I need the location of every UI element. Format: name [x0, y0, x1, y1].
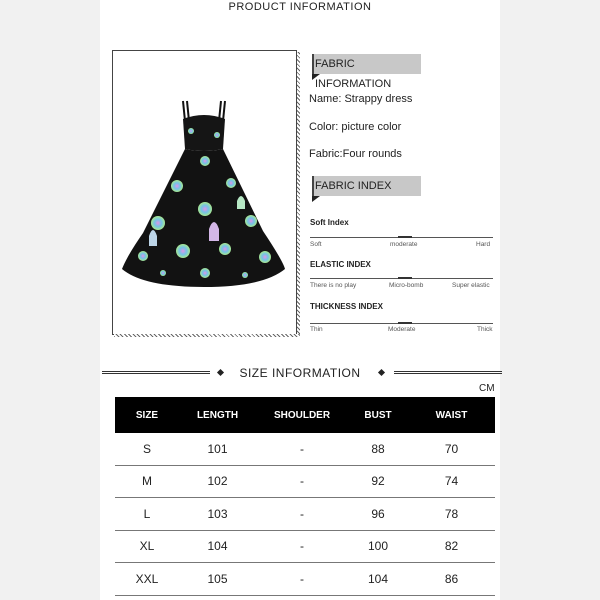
column-header-length: LENGTH [179, 397, 256, 433]
cell-waist: 78 [408, 498, 495, 531]
cell-waist: 70 [408, 433, 495, 465]
cell-shoulder: - [256, 433, 348, 465]
cell-waist: 82 [408, 530, 495, 563]
size-information-heading: SIZE INFORMATION [239, 366, 361, 380]
table-row [115, 530, 495, 563]
cell-length: 104 [179, 530, 256, 563]
cell-length: 103 [179, 498, 256, 531]
product-fabric: Fabric:Four rounds [309, 148, 402, 160]
elastic-index-label-low: There is no play [310, 282, 357, 289]
cell-bust: 100 [348, 530, 408, 563]
soft-index-label-high: Hard [476, 241, 491, 248]
column-header-bust: BUST [348, 397, 408, 433]
cell-size: M [115, 465, 179, 498]
unit-label: CM [479, 383, 495, 394]
cell-bust: 104 [348, 563, 408, 596]
fabric-index-heading [312, 176, 421, 196]
fabric-index-heading-text: FABRIC INDEX [315, 180, 392, 192]
fabric-information-heading-text: FABRIC INFORMATION [315, 58, 392, 90]
elastic-index-marker [398, 277, 412, 279]
thickness-index-marker [398, 322, 412, 324]
table-row [115, 433, 495, 465]
cell-length: 101 [179, 433, 256, 465]
column-header-size: SIZE [115, 397, 179, 433]
cell-size: XL [115, 530, 179, 563]
cell-shoulder: - [256, 465, 348, 498]
cell-bust: 92 [348, 465, 408, 498]
thickness-index-label-mid: Moderate [388, 326, 416, 333]
cell-size: L [115, 498, 179, 531]
dress-illustration [113, 51, 296, 334]
page-title: PRODUCT INFORMATION [228, 1, 372, 13]
product-name: Name: Strappy dress [309, 93, 413, 105]
cell-length: 105 [179, 563, 256, 596]
cell-waist: 86 [408, 563, 495, 596]
cell-size: S [115, 433, 179, 465]
product-color: Color: picture color [309, 121, 402, 133]
elastic-index-label-high: Super elastic [452, 282, 490, 289]
soft-index-title: Soft Index [310, 218, 349, 227]
thickness-index-label-low: Thin [310, 326, 323, 333]
table-row [115, 465, 495, 498]
cell-length: 102 [179, 465, 256, 498]
photo-border-pattern [114, 334, 300, 337]
size-table-header [115, 397, 495, 433]
cell-shoulder: - [256, 530, 348, 563]
soft-index-marker [398, 236, 412, 238]
column-header-shoulder: SHOULDER [256, 397, 348, 433]
table-row [115, 498, 495, 531]
elastic-index-title: ELASTIC INDEX [310, 260, 371, 269]
thickness-index-title: THICKNESS INDEX [310, 302, 383, 311]
thickness-index-label-high: Thick [477, 326, 493, 333]
cell-size: XXL [115, 563, 179, 596]
fabric-information-heading [312, 54, 421, 90]
column-header-waist: WAIST [408, 397, 495, 433]
soft-index-label-mid: moderate [390, 241, 418, 248]
elastic-index-label-mid: Micro-bomb [389, 282, 424, 289]
cell-bust: 96 [348, 498, 408, 531]
photo-border-pattern [297, 52, 300, 336]
cell-waist: 74 [408, 465, 495, 498]
soft-index-label-low: Soft [310, 241, 322, 248]
cell-shoulder: - [256, 498, 348, 531]
size-table [115, 397, 495, 596]
cell-shoulder: - [256, 563, 348, 596]
cell-bust: 88 [348, 433, 408, 465]
divider-right [394, 371, 502, 374]
table-row [115, 563, 495, 596]
product-image [112, 50, 297, 335]
